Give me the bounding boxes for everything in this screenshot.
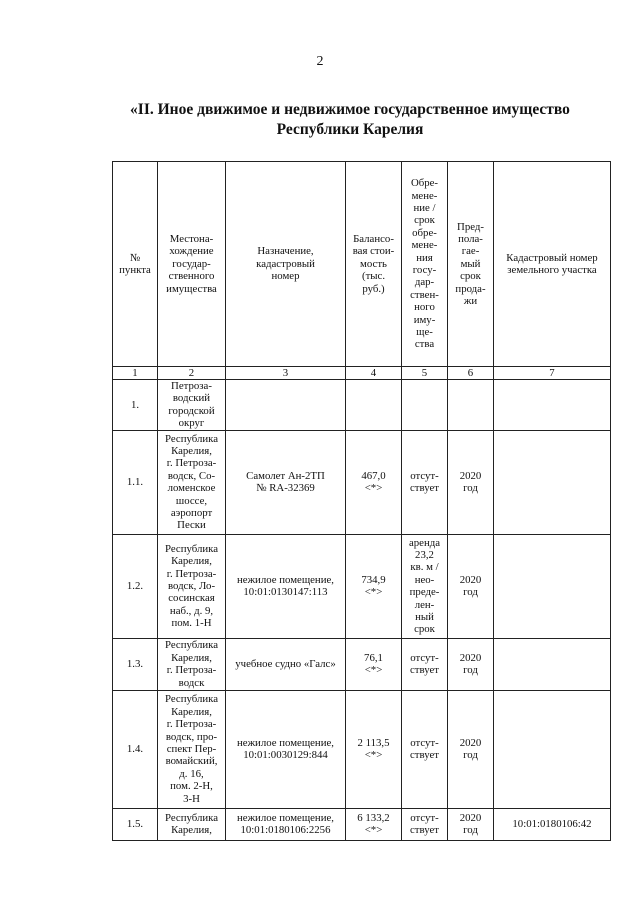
header-text-line: иму- [413, 313, 436, 326]
cell-balance-value [346, 380, 402, 431]
cell-location-line: наб., д. 9, [169, 604, 214, 617]
table-row [113, 534, 611, 638]
header-text-line: кадастровый [256, 257, 315, 270]
cell-sale-term-line: год [463, 824, 478, 837]
cell-balance-value [346, 690, 402, 808]
column-number: 3 [226, 367, 346, 380]
cell-location-line: водск [178, 676, 205, 689]
cell-purpose-line: 10:01:0130147:113 [243, 586, 328, 599]
cell-sale-term-line: 2020 [459, 573, 482, 586]
table-row [113, 638, 611, 690]
header-text-line: ного [414, 301, 435, 314]
cell-encumbrance-line: отсут- [410, 651, 439, 664]
cell-sale-term-line: 2020 [459, 736, 482, 749]
cell-balance-value-line: <*> [364, 749, 383, 762]
cell-location [158, 430, 226, 534]
cell-balance-value-line: 734,9 [361, 573, 386, 586]
cell-item-number: 1.3. [113, 638, 158, 690]
property-table [112, 161, 611, 841]
cell-purpose [226, 638, 346, 690]
header-text-line: гае- [461, 245, 480, 258]
column-number: 5 [402, 367, 448, 380]
header-text-line: Местона- [169, 232, 214, 245]
cell-sale-term [448, 380, 494, 431]
cell-location-line: ломенское [167, 482, 216, 495]
cell-sale-term-line: год [463, 749, 478, 762]
cell-land-cadastral [494, 380, 611, 431]
cell-encumbrance-line: 23,2 [415, 548, 434, 561]
cell-encumbrance-line: преде- [409, 586, 440, 599]
cell-location-line: водск, про- [165, 730, 218, 743]
cell-item-number: 1.4. [113, 690, 158, 808]
cell-location-line: Карелия, [171, 444, 212, 457]
cell-balance-value [346, 430, 402, 534]
cell-location-line: шоссе, [175, 494, 208, 507]
cell-encumbrance [402, 690, 448, 808]
cell-sale-term [448, 430, 494, 534]
header-text-line: дар- [414, 276, 435, 289]
cell-item-number: 1.2. [113, 534, 158, 638]
cell-location-line: водск, Со- [167, 469, 216, 482]
table-row [113, 380, 611, 431]
cell-location-line: пом. 1-Н [171, 617, 212, 630]
cell-land-cadastral [494, 534, 611, 638]
cell-balance-value-line: 6 133,2 [357, 811, 390, 824]
header-text-line: государ- [172, 257, 211, 270]
column-number: 6 [448, 367, 494, 380]
cell-item-number: 1. [113, 380, 158, 431]
cell-location-line: вомайский, [165, 755, 218, 768]
cell-land-cadastral: 10:01:0180106:42 [494, 808, 611, 840]
table-row [113, 808, 611, 840]
header-row [113, 162, 611, 367]
header-text-line: срок [460, 270, 481, 283]
header-location [158, 162, 226, 367]
header-text-line: пункта [119, 264, 151, 276]
column-number: 1 [113, 367, 158, 380]
cell-encumbrance [402, 534, 448, 638]
header-balance-value [346, 162, 402, 367]
cell-location-line: г. Петроза- [166, 718, 217, 731]
cell-location [158, 690, 226, 808]
cell-purpose-line: 10:01:0180106:2256 [240, 824, 331, 837]
cell-sale-term-line: 2020 [459, 651, 482, 664]
header-text-line: Кадастровый номер [506, 251, 598, 264]
header-text-line: мый [460, 257, 481, 270]
cell-sale-term [448, 808, 494, 840]
cell-encumbrance [402, 638, 448, 690]
cell-location [158, 380, 226, 431]
header-text-line: (тыс. [361, 270, 386, 283]
cell-sale-term [448, 534, 494, 638]
cell-location-line: пом. 2-Н, [170, 780, 213, 793]
cell-location [158, 534, 226, 638]
header-text-line: номер [271, 270, 300, 283]
cell-sale-term-line: 2020 [459, 469, 482, 482]
header-encumbrance [402, 162, 448, 367]
cell-encumbrance-line: кв. м / [410, 561, 439, 574]
cell-location-line: г. Петроза- [166, 664, 217, 677]
cell-location-line: Республика [164, 542, 218, 555]
header-text-line: обре- [412, 226, 437, 239]
header-text-line: руб.) [362, 282, 385, 295]
cell-purpose [226, 808, 346, 840]
cell-location-line: Петроза- [171, 380, 212, 392]
header-text-line: ственного [168, 270, 215, 283]
table-row [113, 690, 611, 808]
cell-location-line: округ [178, 417, 205, 430]
title-line: «II. Иное движимое и недвижимое государственное имущество [130, 101, 570, 118]
cell-purpose-line: учебное судно «Галс» [235, 657, 336, 670]
cell-encumbrance-line: ствует [409, 749, 439, 762]
cell-encumbrance-line: лен- [414, 598, 435, 611]
cell-sale-term-line: 2020 [459, 811, 482, 824]
cell-balance-value-line: 467,0 [361, 469, 386, 482]
column-number: 4 [346, 367, 402, 380]
cell-location-line: сосинская [168, 592, 215, 605]
cell-purpose [226, 534, 346, 638]
cell-location-line: Республика [164, 811, 218, 824]
header-text-line: госу- [412, 264, 437, 276]
header-text-line: земельного участка [507, 264, 597, 276]
cell-location-line: Республика [164, 639, 218, 652]
header-text-line: вая стои- [352, 245, 395, 258]
header-text-line: ния [416, 251, 433, 264]
cell-item-number: 1.5. [113, 808, 158, 840]
column-number: 7 [494, 367, 611, 380]
cell-purpose-line: нежилое помещение, [237, 811, 334, 824]
header-text-line: № [129, 251, 141, 264]
cell-encumbrance-line: аренда [408, 536, 441, 549]
cell-location-line: г. Петроза- [166, 457, 217, 470]
column-number-row [113, 367, 611, 380]
header-text-line: хождение [169, 245, 214, 258]
header-text-line: прода- [455, 282, 486, 295]
cell-location-line: Республика [164, 432, 218, 445]
header-text-line: Обре- [410, 177, 439, 190]
cell-encumbrance-line: ствует [409, 824, 439, 837]
cell-encumbrance-line: ный [415, 610, 434, 623]
cell-location-line: водский [172, 392, 211, 405]
cell-encumbrance-line: отсут- [410, 469, 439, 482]
cell-location [158, 808, 226, 840]
cell-item-number: 1.1. [113, 430, 158, 534]
cell-location-line: Карелия, [171, 651, 212, 664]
cell-balance-value-line: <*> [364, 824, 383, 837]
cell-location-line: 3-Н [183, 792, 200, 805]
cell-location-line: спект Пер- [166, 742, 217, 755]
cell-sale-term-line: год [463, 664, 478, 677]
header-text-line: ства [414, 338, 435, 351]
cell-purpose-line: нежилое помещение, [237, 573, 334, 586]
cell-location-line: Карелия, [171, 555, 212, 568]
header-text-line: ствен- [410, 288, 439, 301]
cell-purpose-line: 10:01:0030129:844 [243, 749, 328, 762]
cell-balance-value [346, 808, 402, 840]
cell-balance-value [346, 638, 402, 690]
cell-location [158, 638, 226, 690]
cell-purpose-line: нежилое помещение, [237, 736, 334, 749]
cell-location-line: Пески [177, 519, 206, 532]
cell-encumbrance-line: срок [414, 623, 435, 636]
cell-encumbrance-line: отсут- [410, 736, 439, 749]
header-text-line: мость [360, 257, 387, 270]
cell-land-cadastral [494, 638, 611, 690]
page-number: 2 [316, 54, 324, 69]
cell-purpose [226, 690, 346, 808]
cell-location-line: водск, Ло- [167, 579, 216, 592]
header-text-line: мене- [411, 189, 438, 202]
cell-balance-value-line: <*> [364, 482, 383, 495]
cell-encumbrance-line: ствует [409, 664, 439, 677]
cell-purpose-line: № RA-32369 [256, 482, 315, 495]
cell-purpose-line: Самолет Ан-2ТП [246, 469, 325, 482]
cell-encumbrance [402, 430, 448, 534]
cell-location-line: д. 16, [179, 767, 204, 780]
header-text-line: Пред- [457, 220, 484, 233]
cell-location-line: г. Петроза- [166, 567, 217, 580]
cell-balance-value-line: 2 113,5 [357, 736, 390, 749]
table-row [113, 430, 611, 534]
header-text-line: ние / [413, 201, 436, 214]
title-line: Республики Карелия [276, 121, 424, 138]
header-text-line: Назначение, [257, 245, 314, 258]
header-purpose [226, 162, 346, 367]
cell-location-line: Карелия, [171, 705, 212, 718]
cell-sale-term [448, 638, 494, 690]
cell-encumbrance-line: ствует [409, 482, 439, 495]
header-text-line: Балансо- [353, 232, 394, 245]
cell-balance-value [346, 534, 402, 638]
header-text-line: мене- [411, 239, 438, 252]
cell-encumbrance-line: отсут- [410, 811, 439, 824]
cell-encumbrance [402, 380, 448, 431]
cell-land-cadastral [494, 690, 611, 808]
cell-balance-value-line: <*> [364, 664, 383, 677]
cell-purpose [226, 380, 346, 431]
cell-balance-value-line: 76,1 [364, 651, 383, 664]
header-text-line: ще- [416, 326, 433, 339]
cell-encumbrance-line: нео- [414, 573, 435, 586]
cell-location-line: Карелия, [171, 824, 212, 837]
header-text-line: пола- [458, 232, 483, 245]
section-title [100, 100, 600, 140]
cell-location-line: Республика [164, 693, 218, 706]
cell-location-line: аэропорт [170, 506, 213, 519]
cell-land-cadastral [494, 430, 611, 534]
cell-sale-term [448, 690, 494, 808]
header-sale-term [448, 162, 494, 367]
header-text-line: срок [414, 214, 435, 227]
cell-location-line: городской [168, 404, 215, 417]
cell-balance-value-line: <*> [364, 586, 383, 599]
column-number: 2 [158, 367, 226, 380]
header-item-number [113, 162, 158, 367]
cell-encumbrance [402, 808, 448, 840]
header-text-line: жи [463, 295, 478, 308]
header-land-cadastral [494, 162, 611, 367]
cell-sale-term-line: год [463, 586, 478, 599]
cell-sale-term-line: год [463, 482, 478, 495]
cell-purpose [226, 430, 346, 534]
header-text-line: имущества [166, 282, 217, 295]
